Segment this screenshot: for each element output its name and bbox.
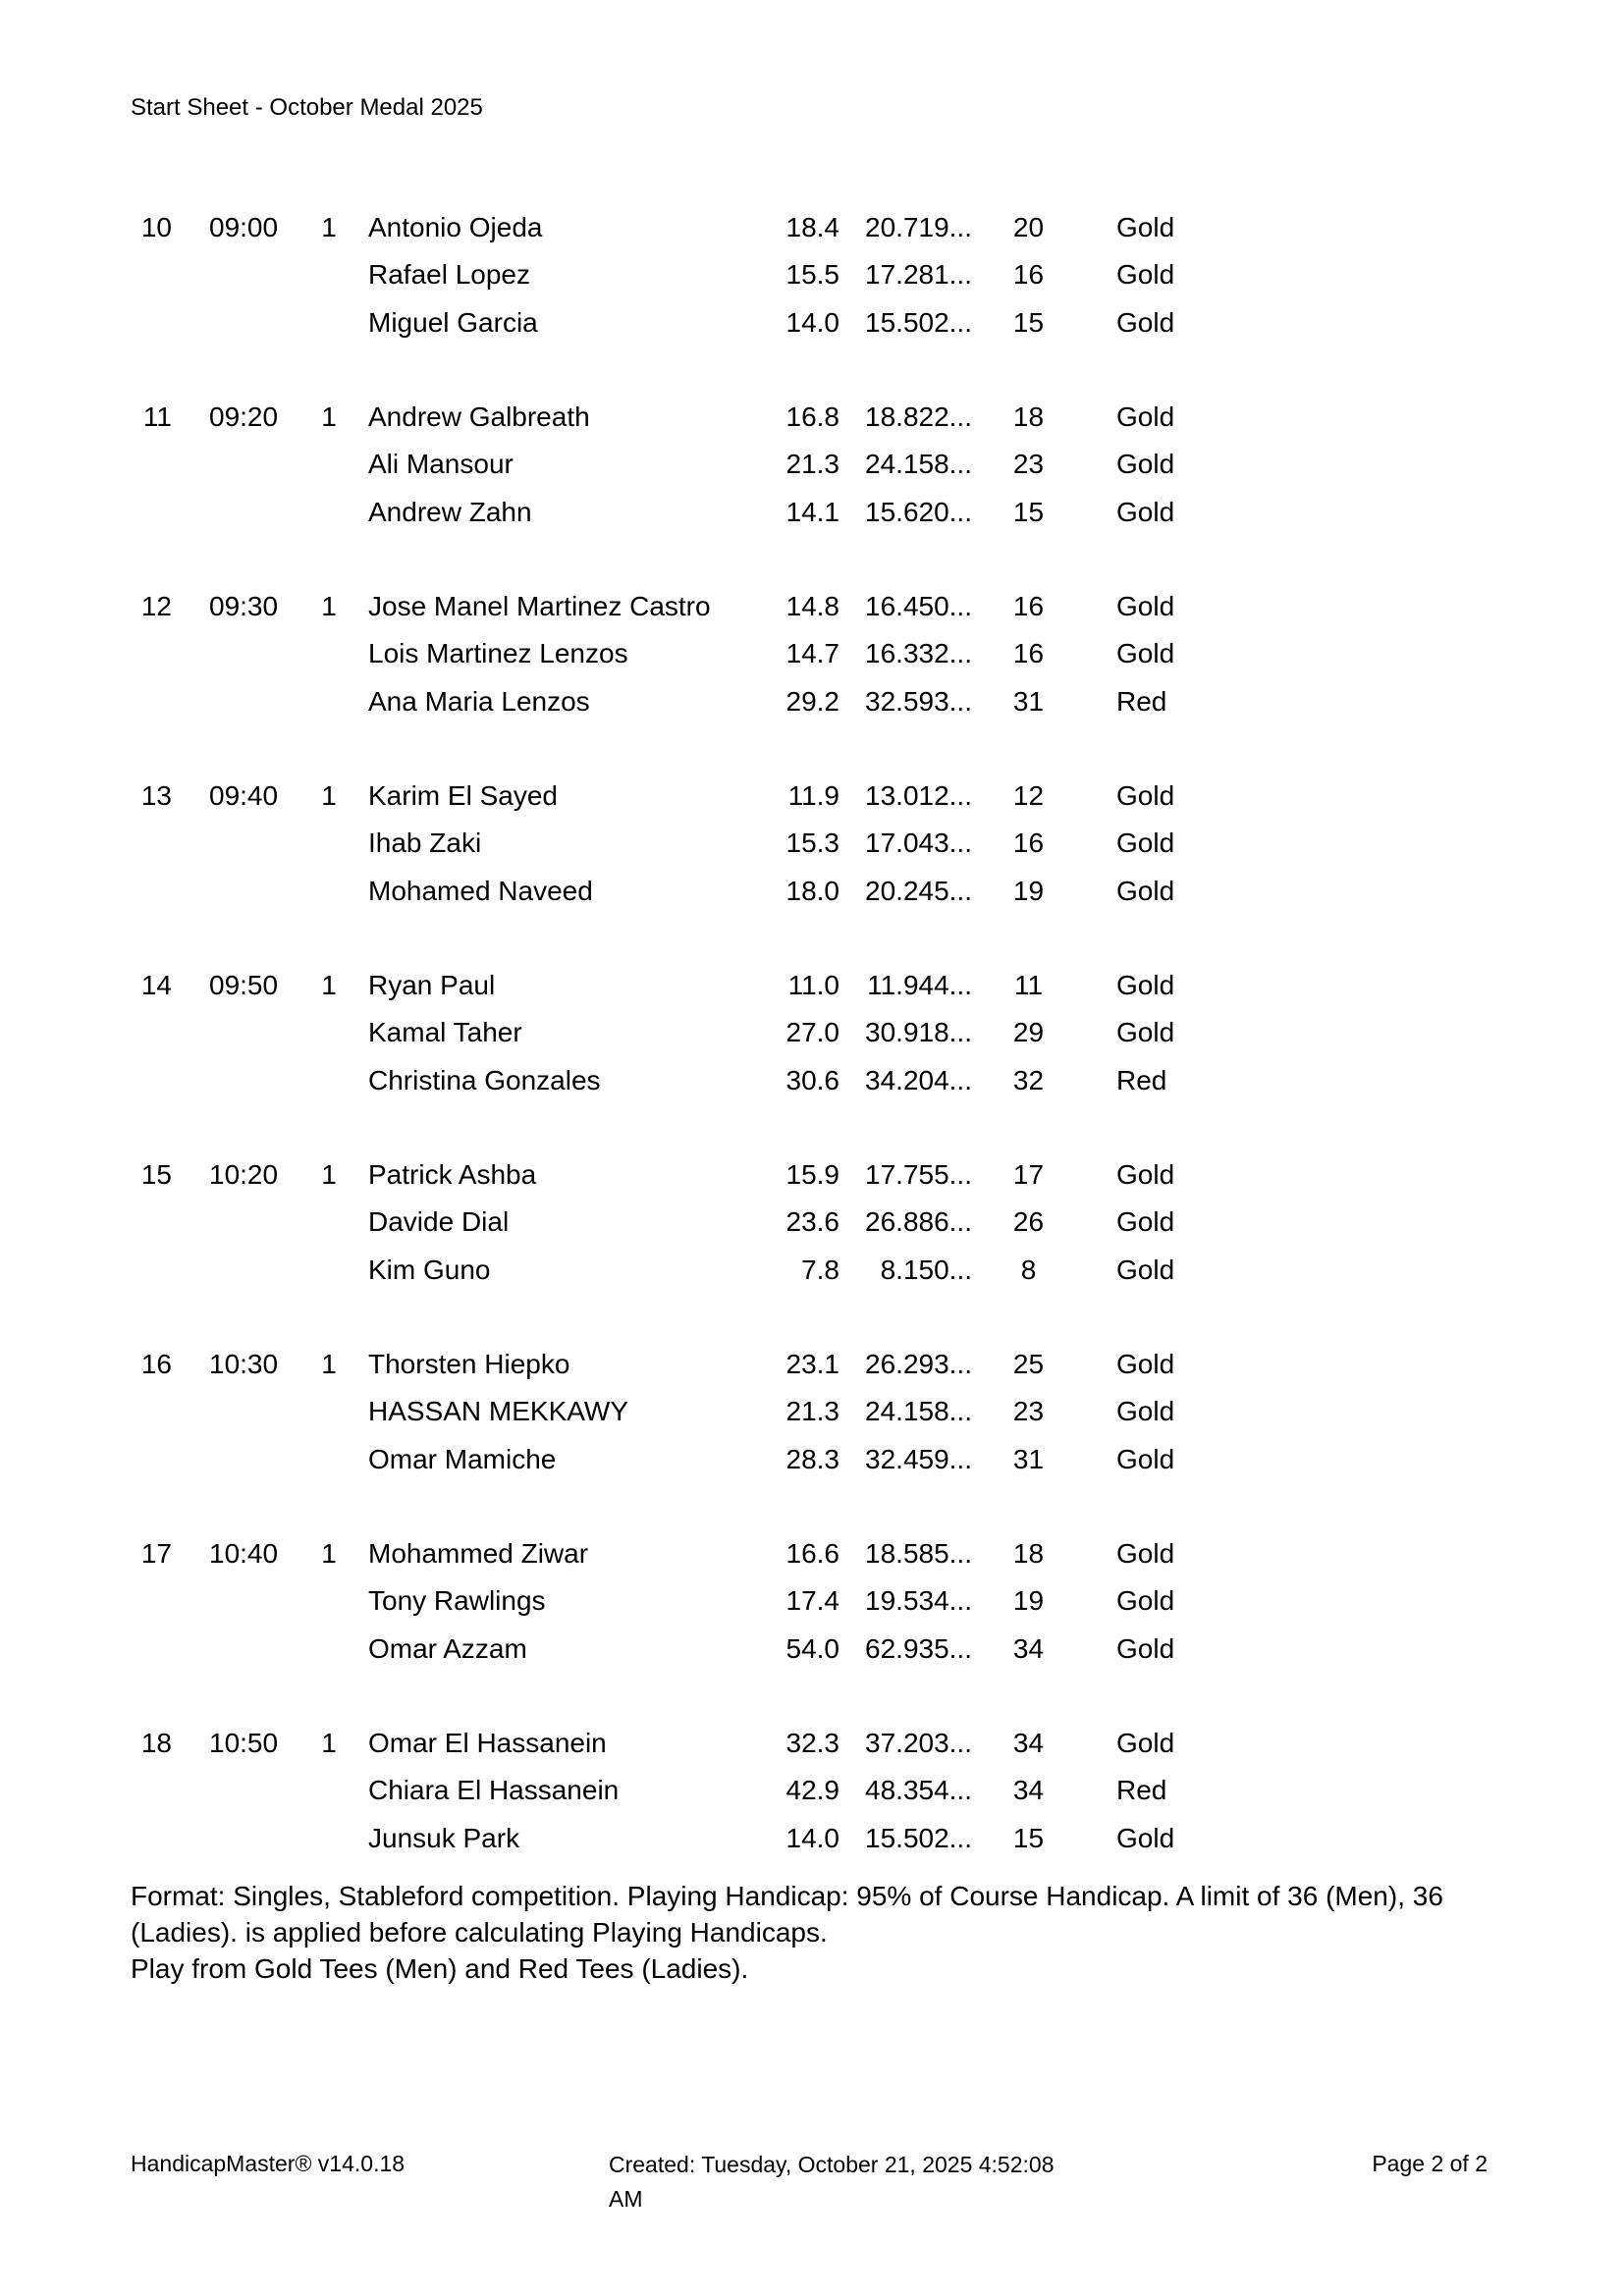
tee-time-group <box>0 1530 1624 1720</box>
player-row <box>0 204 1624 251</box>
playing-handicap: 16 <box>1012 591 1045 622</box>
tee-time-group <box>0 1341 1624 1530</box>
start-tee-number: 1 <box>321 1728 337 1759</box>
player-name: Patrick Ashba <box>368 1159 537 1191</box>
course-handicap: 11.944... <box>867 970 972 1001</box>
group-number: 17 <box>140 1538 172 1570</box>
tee-time: 10:50 <box>209 1728 279 1759</box>
player-name: Kamal Taher <box>368 1017 522 1048</box>
format-notes-line: (Ladies). is applied before calculating Playing Handicaps. <box>131 1917 828 1948</box>
handicap-index: 30.6 <box>785 1064 839 1095</box>
tee-time: 10:40 <box>209 1538 279 1570</box>
start-tee-number: 1 <box>321 1349 337 1380</box>
start-tee-number: 1 <box>321 212 337 243</box>
player-row <box>0 1009 1624 1056</box>
playing-handicap: 12 <box>1012 780 1045 812</box>
tee-color: Gold <box>1116 828 1175 859</box>
player-name: Mohammed Ziwar <box>368 1538 589 1570</box>
tee-time-group <box>0 394 1624 583</box>
handicap-index: 14.0 <box>785 1822 839 1853</box>
handicap-index: 23.6 <box>785 1206 839 1238</box>
player-name: Karim El Sayed <box>368 780 558 812</box>
course-handicap: 24.158... <box>865 1396 972 1427</box>
player-name: Omar Azzam <box>368 1632 527 1664</box>
handicap-index: 16.6 <box>785 1538 839 1570</box>
player-row <box>0 1057 1624 1104</box>
player-name: Ihab Zaki <box>368 828 482 859</box>
tee-color: Gold <box>1116 1159 1175 1191</box>
tee-color: Gold <box>1116 1396 1175 1427</box>
playing-handicap: 34 <box>1012 1632 1045 1664</box>
player-row <box>0 678 1624 725</box>
handicap-index: 16.8 <box>785 401 839 433</box>
playing-handicap: 31 <box>1012 685 1045 717</box>
tee-time: 10:30 <box>209 1349 279 1380</box>
player-row <box>0 441 1624 488</box>
start-tee-number: 1 <box>321 780 337 812</box>
player-name: Mohamed Naveed <box>368 875 593 906</box>
tee-color: Gold <box>1116 212 1175 243</box>
course-handicap: 32.459... <box>865 1443 972 1474</box>
tee-color: Gold <box>1116 1443 1175 1474</box>
player-row <box>0 489 1624 536</box>
playing-handicap: 20 <box>1012 212 1045 243</box>
tee-color: Gold <box>1116 1254 1175 1285</box>
tee-color: Gold <box>1116 1585 1175 1617</box>
player-row <box>0 1388 1624 1435</box>
course-handicap: 17.755... <box>865 1159 972 1191</box>
player-name: Lois Martinez Lenzos <box>368 638 628 669</box>
tee-time-group <box>0 204 1624 394</box>
tee-color: Gold <box>1116 1017 1175 1048</box>
handicap-index: 14.0 <box>785 306 839 338</box>
handicap-index: 32.3 <box>785 1728 839 1759</box>
tee-color: Gold <box>1116 591 1175 622</box>
player-row <box>0 962 1624 1009</box>
handicap-index: 21.3 <box>785 449 839 480</box>
course-handicap: 26.293... <box>865 1349 972 1380</box>
playing-handicap: 15 <box>1012 1822 1045 1853</box>
playing-handicap: 16 <box>1012 259 1045 291</box>
tee-time-group <box>0 962 1624 1151</box>
playing-handicap: 25 <box>1012 1349 1045 1380</box>
handicap-index: 54.0 <box>785 1632 839 1664</box>
format-notes <box>131 1878 1443 1987</box>
playing-handicap: 32 <box>1012 1064 1045 1095</box>
tee-time: 09:30 <box>209 591 279 622</box>
player-row <box>0 583 1624 630</box>
group-number: 10 <box>140 212 172 243</box>
playing-handicap: 34 <box>1012 1775 1045 1806</box>
start-tee-number: 1 <box>321 591 337 622</box>
format-notes-line: Format: Singles, Stableford competition. Playing Handicap: 95% of Course Handicap. A limit of 36 (Men), 36 <box>131 1881 1443 1911</box>
course-handicap: 32.593... <box>865 685 972 717</box>
course-handicap: 18.822... <box>865 401 972 433</box>
playing-handicap: 19 <box>1012 1585 1045 1617</box>
player-name: Ali Mansour <box>368 449 514 480</box>
player-row <box>0 1436 1624 1483</box>
handicap-index: 15.3 <box>785 828 839 859</box>
player-name: Miguel Garcia <box>368 306 538 338</box>
tee-color: Gold <box>1116 1822 1175 1853</box>
course-handicap: 20.245... <box>865 875 972 906</box>
player-row <box>0 773 1624 820</box>
player-name: HASSAN MEKKAWY <box>368 1396 629 1427</box>
start-tee-number: 1 <box>321 401 337 433</box>
course-handicap: 62.935... <box>865 1632 972 1664</box>
course-handicap: 17.281... <box>865 259 972 291</box>
playing-handicap: 17 <box>1012 1159 1045 1191</box>
group-number: 11 <box>142 401 172 433</box>
playing-handicap: 11 <box>1013 970 1044 1001</box>
player-row <box>0 868 1624 915</box>
tee-time: 09:50 <box>209 970 279 1001</box>
playing-handicap: 23 <box>1012 1396 1045 1427</box>
playing-handicap: 16 <box>1012 638 1045 669</box>
player-row <box>0 394 1624 441</box>
handicap-index: 14.1 <box>785 496 839 527</box>
footer-created-line: Created: Tuesday, October 21, 2025 4:52:08 <box>609 2152 1055 2177</box>
player-name: Kim Guno <box>368 1254 491 1285</box>
playing-handicap: 15 <box>1012 496 1045 527</box>
course-handicap: 30.918... <box>865 1017 972 1048</box>
handicap-index: 23.1 <box>785 1349 839 1380</box>
player-row <box>0 1720 1624 1767</box>
player-name: Ryan Paul <box>368 970 496 1001</box>
tee-color: Gold <box>1116 780 1175 812</box>
player-name: Chiara El Hassanein <box>368 1775 620 1806</box>
handicap-index: 27.0 <box>785 1017 839 1048</box>
course-handicap: 48.354... <box>865 1775 972 1806</box>
tee-color: Gold <box>1116 496 1175 527</box>
player-row <box>0 1577 1624 1625</box>
handicap-index: 14.8 <box>785 591 839 622</box>
tee-color: Gold <box>1116 638 1175 669</box>
player-row <box>0 630 1624 677</box>
playing-handicap: 18 <box>1012 401 1045 433</box>
handicap-index: 17.4 <box>785 1585 839 1617</box>
page-title: Start Sheet - October Medal 2025 <box>131 94 483 121</box>
player-row <box>0 1815 1624 1862</box>
player-name: Omar Mamiche <box>368 1443 557 1474</box>
player-name: Christina Gonzales <box>368 1064 601 1095</box>
tee-color: Gold <box>1116 1206 1175 1238</box>
player-name: Andrew Zahn <box>368 496 532 527</box>
tee-color: Gold <box>1116 1349 1175 1380</box>
player-name: Thorsten Hiepko <box>368 1349 570 1380</box>
handicap-index: 14.7 <box>785 638 839 669</box>
player-name: Tony Rawlings <box>368 1585 546 1617</box>
course-handicap: 37.203... <box>865 1728 972 1759</box>
group-number: 12 <box>140 591 172 622</box>
handicap-index: 29.2 <box>785 685 839 717</box>
tee-color: Red <box>1116 685 1167 717</box>
player-name: Ana Maria Lenzos <box>368 685 590 717</box>
playing-handicap: 29 <box>1012 1017 1045 1048</box>
playing-handicap: 19 <box>1012 875 1045 906</box>
course-handicap: 15.620... <box>865 496 972 527</box>
group-number: 15 <box>140 1159 172 1191</box>
tee-time-group <box>0 583 1624 773</box>
playing-handicap: 15 <box>1012 306 1045 338</box>
player-row <box>0 1151 1624 1199</box>
group-number: 16 <box>140 1349 172 1380</box>
player-row <box>0 299 1624 347</box>
footer-created-timestamp <box>609 2148 1055 2216</box>
player-row <box>0 1626 1624 1673</box>
player-row <box>0 1199 1624 1246</box>
handicap-index: 42.9 <box>785 1775 839 1806</box>
tee-color: Gold <box>1116 875 1175 906</box>
format-notes-line: Play from Gold Tees (Men) and Red Tees (Ladies). <box>131 1953 749 1984</box>
player-row <box>0 1247 1624 1294</box>
player-name: Andrew Galbreath <box>368 401 590 433</box>
handicap-index: 11.0 <box>787 970 839 1001</box>
player-row <box>0 1767 1624 1814</box>
playing-handicap: 34 <box>1012 1728 1045 1759</box>
start-tee-number: 1 <box>321 1538 337 1570</box>
playing-handicap: 23 <box>1012 449 1045 480</box>
course-handicap: 34.204... <box>865 1064 972 1095</box>
player-name: Jose Manel Martinez Castro <box>368 591 711 622</box>
tee-color: Gold <box>1116 259 1175 291</box>
playing-handicap: 16 <box>1012 828 1045 859</box>
group-number: 18 <box>140 1728 172 1759</box>
handicap-index: 15.5 <box>785 259 839 291</box>
start-tee-number: 1 <box>321 970 337 1001</box>
tee-color: Gold <box>1116 401 1175 433</box>
tee-color: Red <box>1116 1064 1167 1095</box>
start-sheet-groups <box>0 204 1624 1909</box>
playing-handicap: 31 <box>1012 1443 1045 1474</box>
group-number: 13 <box>140 780 172 812</box>
player-name: Omar El Hassanein <box>368 1728 607 1759</box>
playing-handicap: 8 <box>1020 1254 1037 1285</box>
handicap-index: 28.3 <box>785 1443 839 1474</box>
course-handicap: 18.585... <box>865 1538 972 1570</box>
footer-created-line: AM <box>609 2186 643 2212</box>
tee-time: 09:40 <box>209 780 279 812</box>
player-row <box>0 1341 1624 1388</box>
course-handicap: 8.150... <box>880 1254 972 1285</box>
tee-time-group <box>0 773 1624 962</box>
tee-time: 09:00 <box>209 212 279 243</box>
tee-color: Gold <box>1116 970 1175 1001</box>
player-name: Antonio Ojeda <box>368 212 543 243</box>
start-tee-number: 1 <box>321 1159 337 1191</box>
course-handicap: 24.158... <box>865 449 972 480</box>
player-row <box>0 1530 1624 1577</box>
course-handicap: 19.534... <box>865 1585 972 1617</box>
player-name: Junsuk Park <box>368 1822 520 1853</box>
course-handicap: 17.043... <box>865 828 972 859</box>
tee-color: Gold <box>1116 449 1175 480</box>
course-handicap: 26.886... <box>865 1206 972 1238</box>
handicap-index: 18.0 <box>785 875 839 906</box>
footer-page-number: Page 2 of 2 <box>1372 2151 1488 2176</box>
course-handicap: 15.502... <box>865 1822 972 1853</box>
player-name: Davide Dial <box>368 1206 510 1238</box>
player-name: Rafael Lopez <box>368 259 531 291</box>
player-row <box>0 820 1624 867</box>
tee-time-group <box>0 1151 1624 1341</box>
course-handicap: 13.012... <box>865 780 972 812</box>
course-handicap: 20.719... <box>865 212 972 243</box>
tee-color: Gold <box>1116 1538 1175 1570</box>
handicap-index: 18.4 <box>785 212 839 243</box>
course-handicap: 15.502... <box>865 306 972 338</box>
tee-color: Gold <box>1116 306 1175 338</box>
group-number: 14 <box>140 970 172 1001</box>
handicap-index: 7.8 <box>801 1254 839 1285</box>
handicap-index: 11.9 <box>787 780 839 812</box>
tee-color: Gold <box>1116 1728 1175 1759</box>
tee-time: 10:20 <box>209 1159 279 1191</box>
player-row <box>0 251 1624 298</box>
footer-app-version: HandicapMaster® v14.0.18 <box>131 2151 406 2176</box>
tee-time: 09:20 <box>209 401 279 433</box>
handicap-index: 15.9 <box>785 1159 839 1191</box>
tee-color: Red <box>1116 1775 1167 1806</box>
playing-handicap: 26 <box>1012 1206 1045 1238</box>
playing-handicap: 18 <box>1012 1538 1045 1570</box>
tee-color: Gold <box>1116 1632 1175 1664</box>
handicap-index: 21.3 <box>785 1396 839 1427</box>
course-handicap: 16.450... <box>865 591 972 622</box>
course-handicap: 16.332... <box>865 638 972 669</box>
